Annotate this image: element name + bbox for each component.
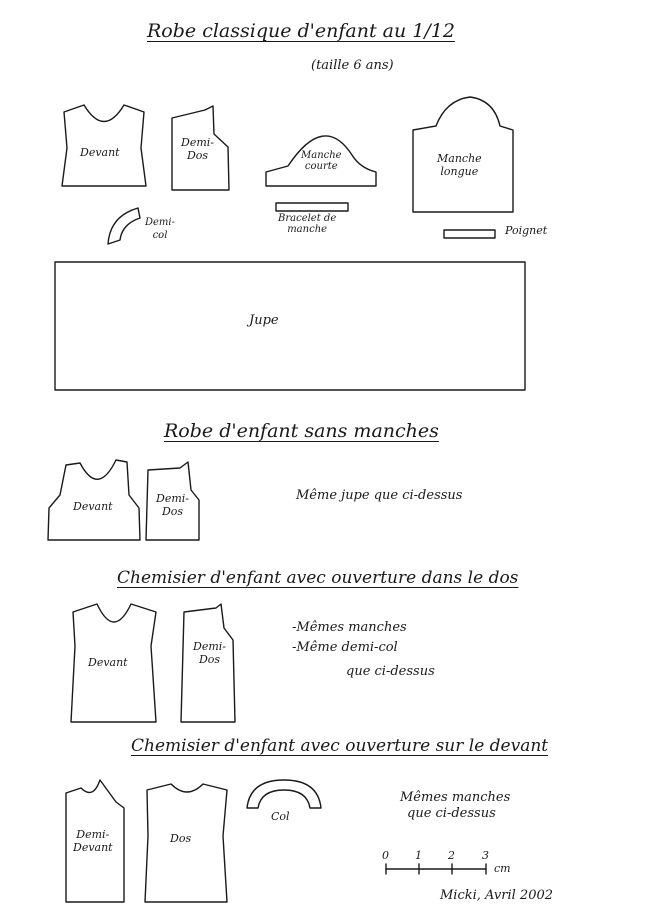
devant-chemisier-label: Devant	[88, 656, 128, 669]
scale-label-2: 2	[448, 849, 455, 862]
demi-dos-label-line1: Demi-	[181, 136, 214, 149]
demi-devant-label-line1: Demi-	[76, 828, 110, 841]
devant-label: Devant	[80, 146, 120, 159]
manche-longue-label	[437, 152, 482, 178]
jupe-piece	[55, 262, 525, 390]
poignet-label: Poignet	[505, 224, 548, 237]
bracelet-label-line2: manche	[287, 224, 328, 235]
manche-courte-label-line2: courte	[304, 161, 338, 172]
jupe-label: Jupe	[249, 313, 279, 328]
manche-courte-label	[301, 150, 342, 172]
demi-dos-label	[181, 136, 214, 162]
demi-devant-label	[73, 828, 113, 854]
scale-label-1: 1	[415, 849, 422, 862]
poignet-piece	[444, 230, 495, 238]
demi-col-label-line1: Demi-	[145, 217, 175, 228]
demi-dos-sans-manches-line1: Demi-	[156, 492, 189, 505]
section3-note-1: -Mêmes manches	[292, 620, 407, 635]
manche-longue-label-line1: Manche	[437, 152, 482, 165]
demi-devant-label-line2: Devant	[73, 841, 113, 854]
col-label: Col	[271, 810, 290, 823]
scale-label-0: 0	[382, 849, 389, 862]
demi-col-label-line2: col	[152, 230, 168, 241]
section2-note: Même jupe que ci-dessus	[296, 488, 463, 503]
section1-subtitle: (taille 6 ans)	[311, 58, 394, 73]
demi-dos-label-line2: Dos	[186, 149, 209, 162]
demi-dos-sans-manches-label	[156, 492, 189, 518]
section3-note-2: -Même demi-col	[292, 640, 398, 655]
manche-courte-label-line1: Manche	[301, 150, 342, 161]
section2-title: Robe d'enfant sans manches	[164, 420, 439, 442]
demi-col-label	[145, 216, 175, 242]
demi-dos-chemisier-label	[193, 640, 226, 666]
scale-label-3: 3	[482, 849, 489, 862]
demi-dos-chemisier-line2: Dos	[198, 653, 221, 666]
col-piece	[247, 780, 321, 808]
section3-title: Chemisier d'enfant avec ouverture dans le dos	[117, 568, 519, 588]
dos-label: Dos	[170, 832, 192, 845]
section4-note-2: que ci-dessus	[407, 806, 496, 821]
devant-sans-manches-label: Devant	[73, 500, 113, 513]
demi-dos-chemisier-line1: Demi-	[193, 640, 226, 653]
section4-title: Chemisier d'enfant avec ouverture sur le devant	[131, 736, 549, 756]
demi-dos-sans-manches-line2: Dos	[161, 505, 184, 518]
bracelet-label-line1: Bracelet de	[278, 213, 337, 224]
manche-longue-label-line2: longue	[440, 165, 479, 178]
section1-title: Robe classique d'enfant au 1/12	[147, 20, 455, 42]
bracelet-piece	[276, 203, 348, 211]
demi-col-piece	[108, 208, 140, 244]
section3-note-3: que ci-dessus	[346, 664, 435, 679]
bracelet-label	[278, 213, 336, 235]
signature: Micki, Avril 2002	[440, 888, 554, 903]
scale-unit: cm	[494, 862, 511, 875]
section4-note-1: Mêmes manches	[400, 790, 511, 805]
